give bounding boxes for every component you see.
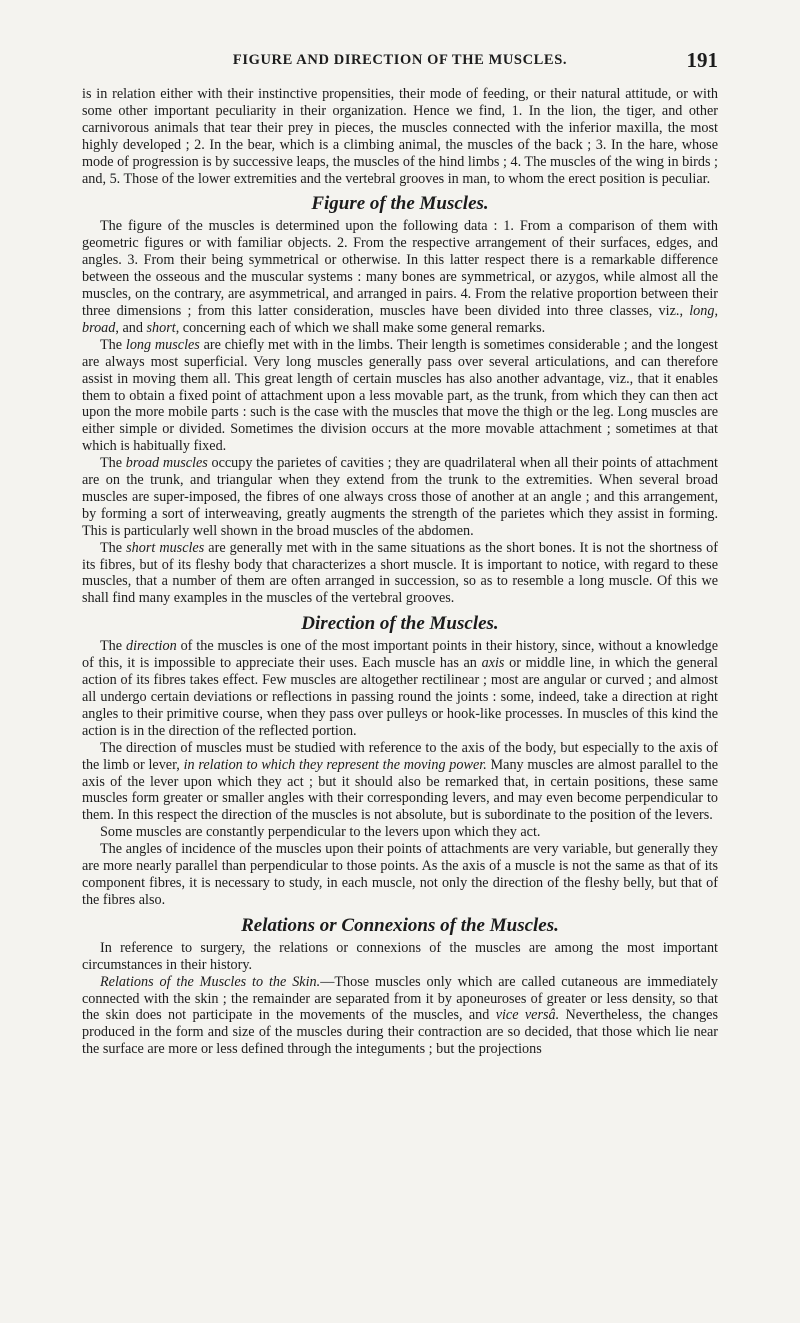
text-run: The direction of muscles must be studied with reference to the axis of the body, but especially to the axis of the limb or lever, <box>82 739 718 773</box>
text-run: The <box>100 539 127 556</box>
section-heading-direction: Direction of the Muscles. <box>301 613 499 635</box>
paragraph-broad-muscles <box>82 455 718 540</box>
term-direction: direction <box>125 638 177 655</box>
text-run: The <box>100 336 126 353</box>
paragraph-angles-of-incidence: The angles of incidence of the muscles upon their points of attachments are very variable, but generally they are more nearly parallel than perpendicular to those points. As the axis of a muscle is not the same as that of its component fibres, it is necessary to study, in each muscle, not only the direction of the fleshy belly, but that of the fibres also. <box>82 841 718 908</box>
text-run: Many muscles are almost parallel to the axis of the lever upon which they act ; but it should also be remarked that, in certain positions, these same muscles form greater or smaller angles with their corresponding levers, and may even become perpendicular to them. In this respect the direction of the muscles is not absolute, but is subordinate to the position of the levers. <box>82 756 718 824</box>
text-run: , and <box>115 319 147 336</box>
page-body <box>82 86 718 1058</box>
text-run: of the muscles is one of the most important points in their history, since, without a knowledge of this, it is impossible to appreciate their uses. Each muscle has an <box>82 638 718 672</box>
paragraph-long-muscles <box>82 337 718 455</box>
term-long: long <box>689 302 715 319</box>
paragraph-short-muscles <box>82 540 718 608</box>
text-run: The figure of the muscles is determined upon the following data : 1. From a comparison of them with geometric figures or with familiar objects. 2. From the respective arrangement of their surfaces, edges, and angles. 3. From their being symmetrical or otherwise. In this latter respect there is a remarkable difference between the osseous and the muscular systems : many bones are symmetrical, or azygos, while almost all the muscles, on the contrary, are asymmetrical, and arranged in pairs. 4. From the relative proportion between their three dimensions ; from this latter consideration, muscles have been divided into three classes, viz., <box>82 218 718 319</box>
term-broad-muscles: broad muscles <box>125 455 208 472</box>
emphasis-moving-power: in relation to which they represent the moving power. <box>183 756 487 773</box>
term-short-muscles: short muscles <box>126 539 205 556</box>
text-run: , <box>714 302 718 319</box>
text-run: occupy the parietes of cavities ; they are quadrilateral when all their points of attachment are on the trunk, and triangular when they extend from the trunk to the extremities. When several broad muscles are super-imposed, the fibres of one always cross those of another at an angle ; and this arrangement, by forming a sort of interweaving, greatly augments the strength of the parietes which they assist in forming. This is particularly well shown in the broad muscles of the abdomen. <box>82 455 718 539</box>
page-number: 191 <box>686 48 718 72</box>
text-run: —Those muscles only which are called cutaneous are immediately connected with the skin ; the remainder are separated from it by aponeuroses of greater or less density, so that the skin does not participate in the movements of the muscles, and <box>82 973 718 1024</box>
paragraph-relations-surgery: In reference to surgery, the relations or connexions of the muscles are among the most important circumstances in their history. <box>82 939 718 973</box>
running-head <box>82 48 718 78</box>
text-run: Nevertheless, the changes produced in the form and size of the muscles during their contraction are so decided, that those which lie near the surface are more or less defined through the integuments ; but the projections <box>82 1007 718 1058</box>
text-run: The <box>100 455 126 472</box>
term-broad: broad <box>82 319 116 336</box>
text-run: , concerning each of which we shall make some general remarks. <box>175 319 546 336</box>
text-run: or middle line, in which the general action of its fibres takes effect. Few muscles are altogether rectilinear ; most are angular or curved ; and almost all undergo certain deviations or reflections in passing round the joints : some, indeed, take a direction at right angles to their primitive course, when they pass over pulleys or hook-like processes. In muscles of this kind the action is in the direction of the reflected portion. <box>82 655 718 739</box>
text-run: The <box>100 638 126 655</box>
paragraph-direction <box>82 638 718 739</box>
paragraph-perpendicular: Some muscles are constantly perpendicular to the levers upon which they act. <box>100 824 541 841</box>
section-heading-figure: Figure of the Muscles. <box>311 193 489 215</box>
paragraph-axis-of-limb <box>82 740 718 825</box>
term-short: short <box>146 319 176 336</box>
running-title: FIGURE AND DIRECTION OF THE MUSCLES. <box>232 52 568 68</box>
term-vice-versa: vice versâ. <box>495 1007 560 1024</box>
section-heading-relations: Relations or Connexions of the Muscles. <box>241 914 559 936</box>
paragraph-figure-data <box>82 218 718 336</box>
term-long-muscles: long muscles <box>125 336 200 353</box>
text-run: are generally met with in the same situations as the short bones. It is not the shortness of its fibres, but of its fleshy body that characterizes a short muscle. It is important to notice, with regard to these muscles, that a number of them are often arranged in succession, so as to resemble a long muscle. Of this we shall find many examples in the muscles of the vertebral grooves. <box>82 539 718 607</box>
subheading-relations-skin: Relations of the Muscles to the Skin. <box>100 973 321 990</box>
paragraph-relations-skin <box>82 974 718 1059</box>
term-axis: axis <box>481 655 505 672</box>
paragraph-intro: is in relation either with their instinctive propensities, their mode of feeding, or their natural attitude, or with some other important peculiarity in their organization. Hence we find, 1. In the lion, the tiger, and other carnivorous animals that tear their prey in pieces, the muscles connected with the inferior maxilla, the most highly developed ; 2. In the bear, which is a climbing animal, the muscles of the back ; 3. In the hare, whose mode of progression is by successive leaps, the muscles of the hind limbs ; 4. The muscles of the wing in birds ; and, 5. Those of the lower extremities and the vertebral grooves in man, to whom the erect position is peculiar. <box>82 86 718 187</box>
text-run: are chiefly met with in the limbs. Their length is sometimes considerable ; and the longest are always most superficial. Very long muscles generally pass over several articulations, and can therefore assist in moving them all. This great length of certain muscles has also another advantage, viz., that it enables them to obtain a fixed point of attachment upon a less movable part, as the trunk, from which they can then act upon the more mobile parts : such is the case with the muscles that move the thigh or the leg. Long muscles are either simple or divided. Sometimes the division occurs at the more movable attachment ; sometimes at that which is habitually fixed. <box>82 336 718 455</box>
